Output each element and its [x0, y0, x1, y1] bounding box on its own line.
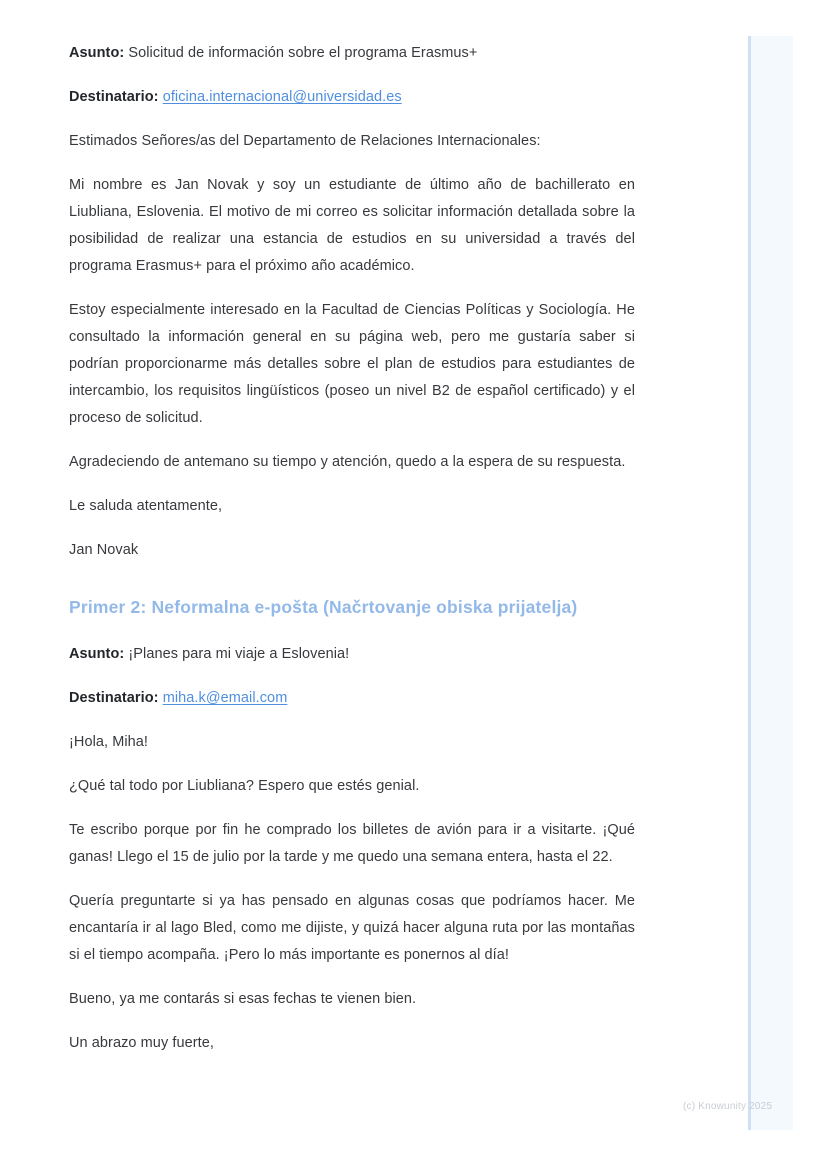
email1-recipient-link[interactable]: oficina.internacional@universidad.es	[162, 89, 402, 105]
email2-subject-label: Asunto:	[69, 646, 125, 662]
section-2-heading: Primer 2: Neformalna e-pošta (Načrtovanje obiska prijatelja)	[69, 597, 578, 617]
email2-greeting: ¡Hola, Miha!	[69, 734, 149, 750]
email2-recipient-line	[69, 685, 635, 712]
gap	[69, 871, 635, 888]
email2-subject-value: ¡Planes para mi viaje a Eslovenia!	[124, 646, 350, 662]
gap	[69, 280, 635, 297]
gap	[69, 155, 635, 172]
gap	[69, 712, 635, 729]
gap	[69, 476, 635, 493]
email1-recipient-label: Destinatario:	[69, 89, 159, 105]
email1-recipient-line	[69, 84, 635, 111]
gap	[69, 620, 635, 641]
gap	[69, 800, 635, 817]
email2-paragraph-3: Quería preguntarte si ya has pensado en algunas cosas que podríamos hacer. Me encantaría ir al lago Bled, como me dijiste, y quizá hacer alguna ruta por las montañas si el tiempo acompaña. ¡Pero lo más importante es ponernos al día!	[69, 893, 635, 963]
email1-subject-line	[69, 40, 635, 67]
gap	[69, 756, 635, 773]
email1-closing: Le saluda atentamente,	[69, 498, 223, 514]
gap	[69, 111, 635, 128]
gap	[69, 520, 635, 537]
document-body	[69, 0, 635, 1057]
page-side-strip	[748, 36, 793, 1130]
gap	[69, 67, 635, 84]
email2-subject-line	[69, 641, 635, 668]
email1-signature: Jan Novak	[69, 542, 139, 558]
gap	[69, 564, 635, 594]
email1-paragraph-2: Estoy especialmente interesado en la Facultad de Ciencias Políticas y Sociología. He consultado la información general en su página web, pero me gustaría saber si podrían proporcionarme más detalles sobre el plan de estudios para estudiantes de intercambio, los requisitos lingüísticos (poseo un nivel B2 de español certificado) y el proceso de solicitud.	[69, 302, 635, 426]
email1-paragraph-3: Agradeciendo de antemano su tiempo y atención, quedo a la espera de su respuesta.	[69, 454, 626, 470]
top-spacer	[69, 0, 635, 40]
email2-paragraph-4: Bueno, ya me contarás si esas fechas te vienen bien.	[69, 991, 417, 1007]
email2-recipient-link[interactable]: miha.k@email.com	[162, 690, 288, 706]
email2-paragraph-1: ¿Qué tal todo por Liubliana? Espero que estés genial.	[69, 778, 420, 794]
email2-closing: Un abrazo muy fuerte,	[69, 1035, 214, 1051]
gap	[69, 969, 635, 986]
gap	[69, 668, 635, 685]
gap	[69, 1013, 635, 1030]
gap	[69, 432, 635, 449]
copyright-watermark: (c) Knowunity 2025	[683, 1101, 773, 1112]
email1-greeting: Estimados Señores/as del Departamento de Relaciones Internacionales:	[69, 133, 541, 149]
email1-subject-value: Solicitud de información sobre el programa Erasmus+	[124, 45, 478, 61]
email2-paragraph-2: Te escribo porque por fin he comprado los billetes de avión para ir a visitarte. ¡Qué ganas! Llego el 15 de julio por la tarde y me quedo una semana entera, hasta el 22.	[69, 822, 635, 865]
email1-paragraph-1: Mi nombre es Jan Novak y soy un estudiante de último año de bachillerato en Liubliana, Eslovenia. El motivo de mi correo es solicitar información detallada sobre la posibilidad de realizar una estancia de estudios en su universidad a través del programa Erasmus+ para el próximo año académico.	[69, 177, 635, 274]
email1-subject-label: Asunto:	[69, 45, 125, 61]
email2-recipient-label: Destinatario:	[69, 690, 159, 706]
